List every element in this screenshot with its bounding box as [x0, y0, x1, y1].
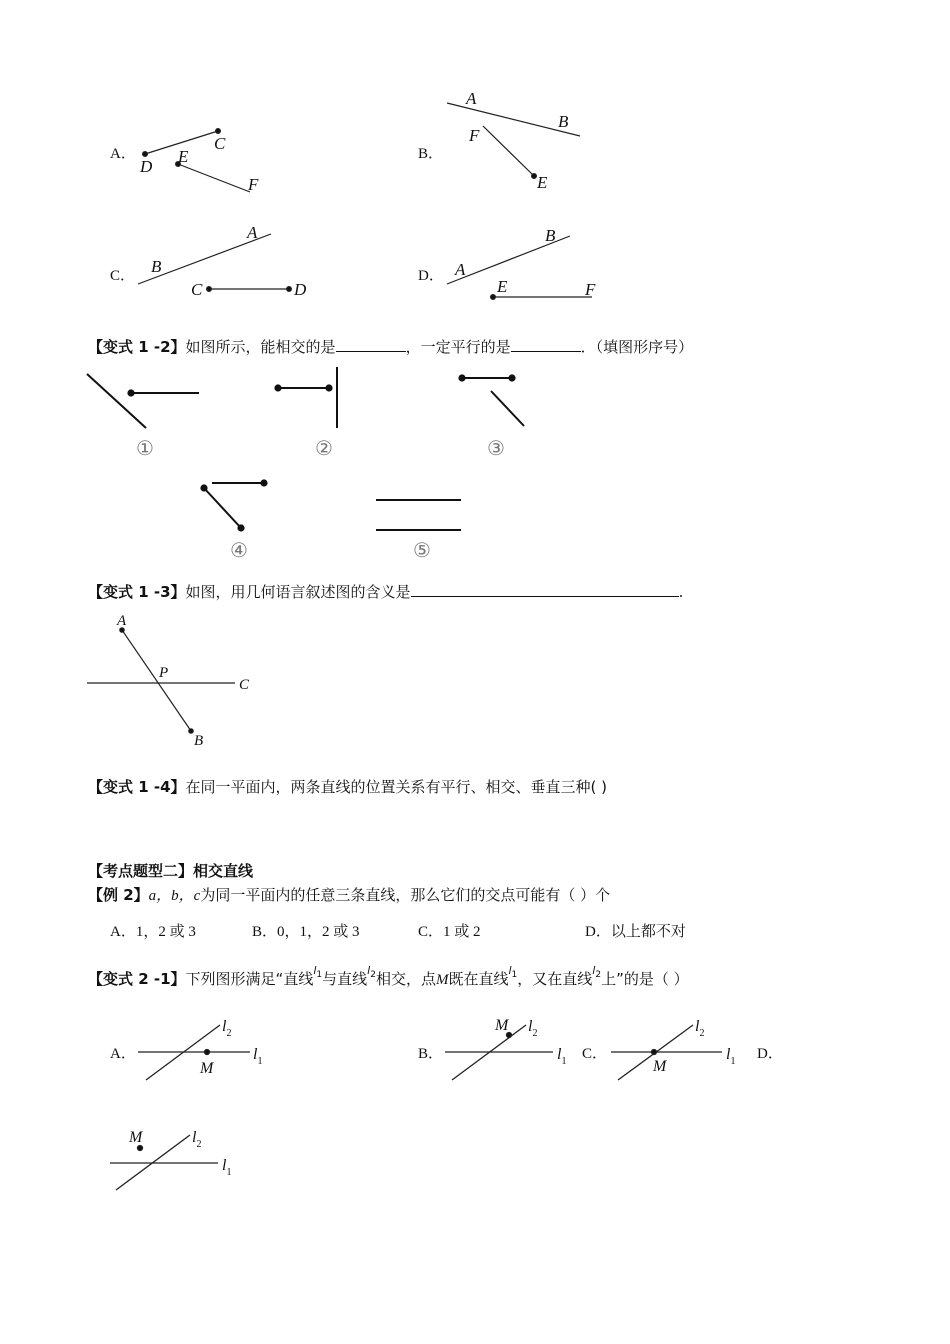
q2-1-tag: 【变式 2 -1】	[88, 970, 186, 988]
q1-2-question	[88, 336, 693, 357]
q2-1-point-m: M	[435, 972, 449, 988]
label-p: P	[159, 665, 169, 681]
label-e: E	[537, 173, 548, 192]
q1-2-text1: 如图所示，能相交的是	[185, 338, 336, 356]
label-b: B	[151, 257, 162, 276]
ex2-option-b[interactable]: B．0，1，2 或 3	[252, 924, 360, 940]
c-label-l1: $l_1$	[726, 1046, 736, 1067]
q1-1-diagrams	[0, 0, 950, 320]
point-d	[143, 152, 148, 157]
q2-1-t6: 上”的是（ ）	[601, 970, 689, 988]
q1-3-tag: 【变式 1 -3】	[88, 583, 186, 601]
option-d-label: D．	[418, 268, 444, 284]
fig4-point-bottom	[238, 525, 243, 530]
label-c: C	[191, 280, 203, 299]
d-point-m	[138, 1146, 143, 1151]
label-e: E	[497, 277, 508, 296]
d-label-l2: $l_2$	[192, 1129, 202, 1150]
q1-2-text2: ，一定平行的是	[405, 338, 511, 356]
fig1-label: ①	[136, 436, 154, 460]
fig2-label: ②	[315, 436, 333, 460]
q1-2-diagrams	[0, 360, 950, 570]
point-e	[532, 174, 537, 179]
q1-4-text: 在同一平面内，两条直线的位置关系有平行、相交、垂直三种( )	[185, 778, 608, 796]
ex2-option-d[interactable]: D．以上都不对	[585, 924, 686, 940]
label-a: A	[117, 613, 127, 629]
ray-fe	[483, 126, 534, 176]
b-label-l1: $l_1$	[557, 1046, 567, 1067]
label-d: D	[294, 280, 307, 299]
label-a: A	[455, 260, 466, 279]
q2-1-t1: 下列图形满足“直线	[185, 970, 314, 988]
a-label-l1: $l_1$	[253, 1046, 263, 1067]
a-label-l2: $l_2$	[222, 1018, 232, 1039]
ex2-option-c[interactable]: C．1 或 2	[418, 924, 481, 940]
q1-3-diagram	[0, 605, 950, 755]
point-e	[491, 295, 496, 300]
q2-1-t2: 与直线	[322, 970, 368, 988]
b-label-l2: $l_2$	[528, 1018, 538, 1039]
q2-1-diagrams	[0, 1005, 950, 1205]
section-title: 【考点题型二】相交直线	[88, 862, 254, 880]
fig1-line	[87, 374, 146, 428]
example-2-vars: a，b，c	[148, 888, 201, 904]
q2-1-option-a[interactable]: A．	[110, 1046, 136, 1062]
label-b: B	[558, 112, 569, 131]
q1-4-tag: 【变式 1 -4】	[88, 778, 186, 796]
line-ab	[122, 630, 191, 731]
option-a-label: A．	[110, 146, 136, 162]
option-c-label: C．	[110, 268, 136, 284]
c-label-l2: $l_2$	[695, 1018, 705, 1039]
answer-blank-parallel[interactable]	[511, 337, 581, 352]
q1-4-question	[88, 776, 607, 797]
label-f: F	[248, 175, 259, 194]
c-label-m: M	[653, 1058, 667, 1075]
label-d: D	[140, 157, 153, 176]
fig1-point	[128, 390, 133, 395]
fig5-label: ⑤	[413, 538, 431, 562]
q1-3-question	[88, 581, 683, 602]
b-label-m: M	[495, 1017, 509, 1034]
q1-2-text3: ．（填图形序号）	[580, 338, 694, 356]
label-f: F	[585, 280, 596, 299]
d-label-m: M	[129, 1129, 143, 1146]
fig3-ray	[491, 391, 524, 426]
q2-1-question: 【变式 2 -1】下列图形满足“直线$^{l_1}$与直线$^{l_2}$相交，点M既在直线$^{l_1}$，又在直线$^{l_2}$上”的是（ ）	[88, 964, 689, 988]
fig4-point-top	[201, 485, 206, 490]
fig4-point-right	[261, 480, 266, 485]
point-b	[189, 729, 193, 733]
label-a: A	[466, 89, 477, 108]
a-point-m	[205, 1050, 210, 1055]
answer-blank-intersect[interactable]	[336, 337, 406, 352]
q2-1-option-b[interactable]: B．	[418, 1046, 444, 1062]
example-2-tag: 【例 2】	[88, 886, 149, 904]
fig3-label: ③	[487, 436, 505, 460]
q1-3-text1: 如图，用几何语言叙述图的含义是	[185, 583, 411, 601]
q2-1-option-c[interactable]: C．	[582, 1046, 608, 1062]
label-a: A	[247, 223, 258, 242]
q2-1-t3: 相交，点	[375, 970, 436, 988]
fig4-segment-diag	[204, 488, 241, 528]
answer-blank-geometry[interactable]	[411, 582, 679, 597]
example-2-question	[88, 884, 610, 905]
fig2-point-left	[275, 385, 280, 390]
q2-1-t5: ，又在直线	[517, 970, 593, 988]
label-c: C	[214, 134, 226, 153]
point-d	[287, 287, 292, 292]
ray-ef	[178, 164, 250, 192]
d-label-l1: $l_1$	[222, 1157, 232, 1178]
a-label-m: M	[200, 1060, 214, 1077]
q2-1-option-d[interactable]: D．	[757, 1046, 783, 1062]
option-b-label: B．	[418, 146, 444, 162]
label-e: E	[178, 147, 189, 166]
ex2-option-a[interactable]: A．1，2 或 3	[110, 924, 196, 940]
q1-3-text2: .	[678, 583, 684, 601]
fig2-point-right	[326, 385, 331, 390]
point-c	[207, 287, 212, 292]
fig4-label: ④	[230, 538, 248, 562]
fig3-point-right	[509, 375, 514, 380]
label-c: C	[239, 677, 250, 693]
c-point-m	[652, 1050, 657, 1055]
fig3-point-left	[459, 375, 464, 380]
example-2-text: 为同一平面内的任意三条直线，那么它们的交点可能有（ ）个	[200, 886, 611, 904]
label-b: B	[545, 226, 556, 245]
q1-2-tag: 【变式 1 -2】	[88, 338, 186, 356]
label-f: F	[469, 126, 480, 145]
label-b: B	[194, 733, 204, 749]
q2-1-t4: 既在直线	[448, 970, 509, 988]
point-c	[216, 129, 221, 134]
